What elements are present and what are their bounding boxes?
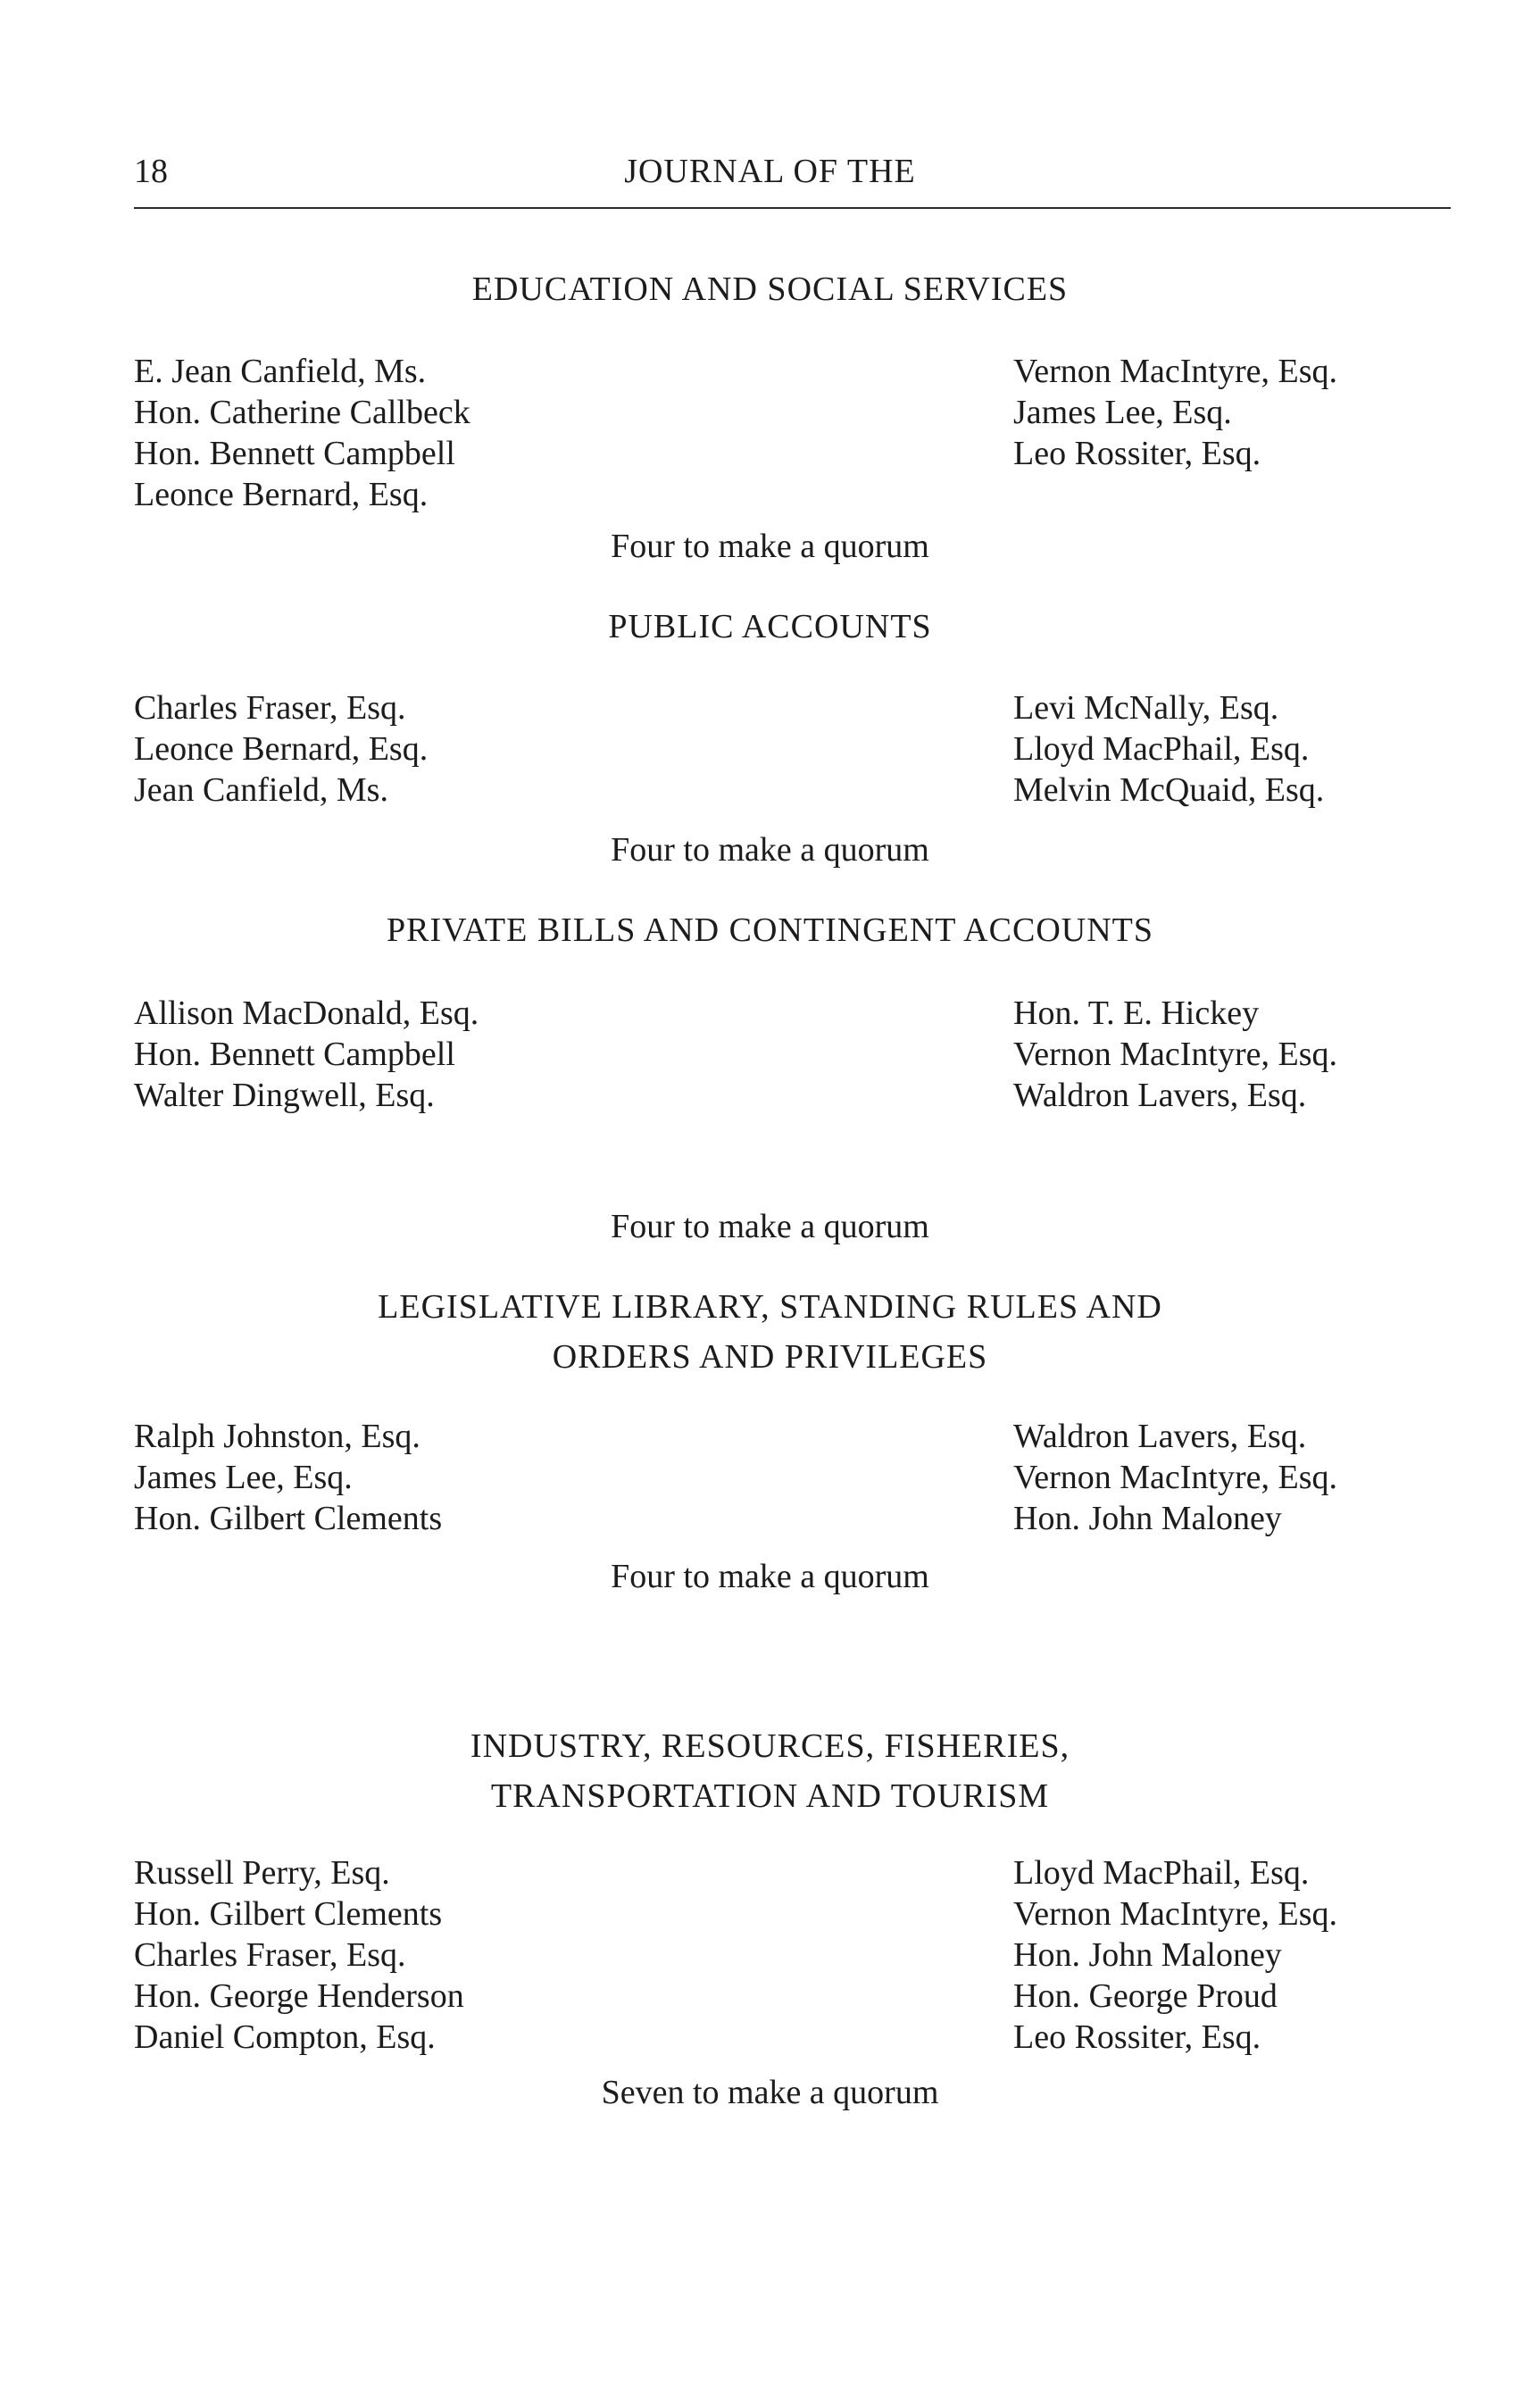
committee-education-right-members: [1013, 351, 1337, 474]
committee-public-accounts-left-members: [134, 687, 428, 811]
committee-public-accounts-right-members: [1013, 687, 1324, 811]
member-name: Vernon MacIntyre, Esq.: [1013, 1459, 1338, 1496]
member-name: Lloyd MacPhail, Esq.: [1013, 730, 1310, 768]
committee-title-private-bills: PRIVATE BILLS AND CONTINGENT ACCOUNTS: [387, 911, 1153, 949]
committee-legislative-library-quorum: Four to make a quorum: [611, 1558, 929, 1595]
member-name: Daniel Compton, Esq.: [134, 2018, 436, 2056]
member-name: Vernon MacIntyre, Esq.: [1013, 1895, 1338, 1933]
member-name: Waldron Lavers, Esq.: [1013, 1418, 1307, 1455]
member-name: Leonce Bernard, Esq.: [134, 730, 429, 768]
member-name: Hon. Bennett Campbell: [134, 1036, 455, 1073]
member-name: Hon. John Maloney: [1013, 1500, 1282, 1537]
committee-industry-left-members: [134, 1852, 464, 2058]
member-name: Jean Canfield, Ms.: [134, 771, 388, 809]
member-name: Hon. Gilbert Clements: [134, 1500, 443, 1537]
member-name: Leo Rossiter, Esq.: [1013, 2018, 1261, 2056]
committee-title-public-accounts: PUBLIC ACCOUNTS: [608, 608, 932, 645]
member-name: Vernon MacIntyre, Esq.: [1013, 1036, 1338, 1073]
member-name: Hon. Catherine Callbeck: [134, 394, 470, 431]
member-name: Leo Rossiter, Esq.: [1013, 435, 1261, 472]
member-name: Charles Fraser, Esq.: [134, 689, 406, 727]
committee-industry-right-members: [1013, 1852, 1337, 2058]
committee-public-accounts-quorum: Four to make a quorum: [611, 831, 929, 869]
member-name: Allison MacDonald, Esq.: [134, 994, 479, 1032]
member-name: Hon. George Henderson: [134, 1977, 464, 2015]
member-name: James Lee, Esq.: [134, 1459, 353, 1496]
committee-education-left-members: [134, 351, 470, 515]
member-name: Hon. George Proud: [1013, 1977, 1278, 2015]
member-name: Ralph Johnston, Esq.: [134, 1418, 420, 1455]
committee-private-bills-right-members: [1013, 993, 1337, 1116]
committee-industry-quorum: Seven to make a quorum: [601, 2074, 939, 2111]
member-name: Charles Fraser, Esq.: [134, 1936, 406, 1974]
member-name: Hon. T. E. Hickey: [1013, 994, 1260, 1032]
committee-private-bills-left-members: [134, 993, 479, 1116]
member-name: Walter Dingwell, Esq.: [134, 1077, 435, 1114]
member-name: Melvin McQuaid, Esq.: [1013, 771, 1325, 809]
member-name: E. Jean Canfield, Ms.: [134, 353, 427, 390]
member-name: James Lee, Esq.: [1013, 394, 1232, 431]
committee-private-bills-quorum: Four to make a quorum: [611, 1208, 929, 1245]
member-name: Russell Perry, Esq.: [134, 1854, 390, 1892]
member-name: Hon. Bennett Campbell: [134, 435, 455, 472]
header-rule: [134, 207, 1451, 209]
page-number: 18: [134, 153, 168, 190]
running-title: JOURNAL OF THE: [624, 153, 916, 190]
committee-legislative-library-right-members: [1013, 1416, 1337, 1539]
member-name: Hon. Gilbert Clements: [134, 1895, 443, 1933]
committee-title-legislative-library: LEGISLATIVE LIBRARY, STANDING RULES AND ORDERS AND PRIVILEGES: [378, 1288, 1162, 1376]
member-name: Hon. John Maloney: [1013, 1936, 1282, 1974]
member-name: Levi McNally, Esq.: [1013, 689, 1279, 727]
committee-title-industry: INDUSTRY, RESOURCES, FISHERIES, TRANSPORTATION AND TOURISM: [470, 1727, 1070, 1815]
member-name: Vernon MacIntyre, Esq.: [1013, 353, 1338, 390]
committee-title-education: EDUCATION AND SOCIAL SERVICES: [471, 270, 1069, 308]
member-name: Waldron Lavers, Esq.: [1013, 1077, 1307, 1114]
member-name: Lloyd MacPhail, Esq.: [1013, 1854, 1310, 1892]
committee-legislative-library-left-members: [134, 1416, 442, 1539]
member-name: Leonce Bernard, Esq.: [134, 476, 429, 513]
committee-education-quorum: Four to make a quorum: [611, 528, 929, 565]
